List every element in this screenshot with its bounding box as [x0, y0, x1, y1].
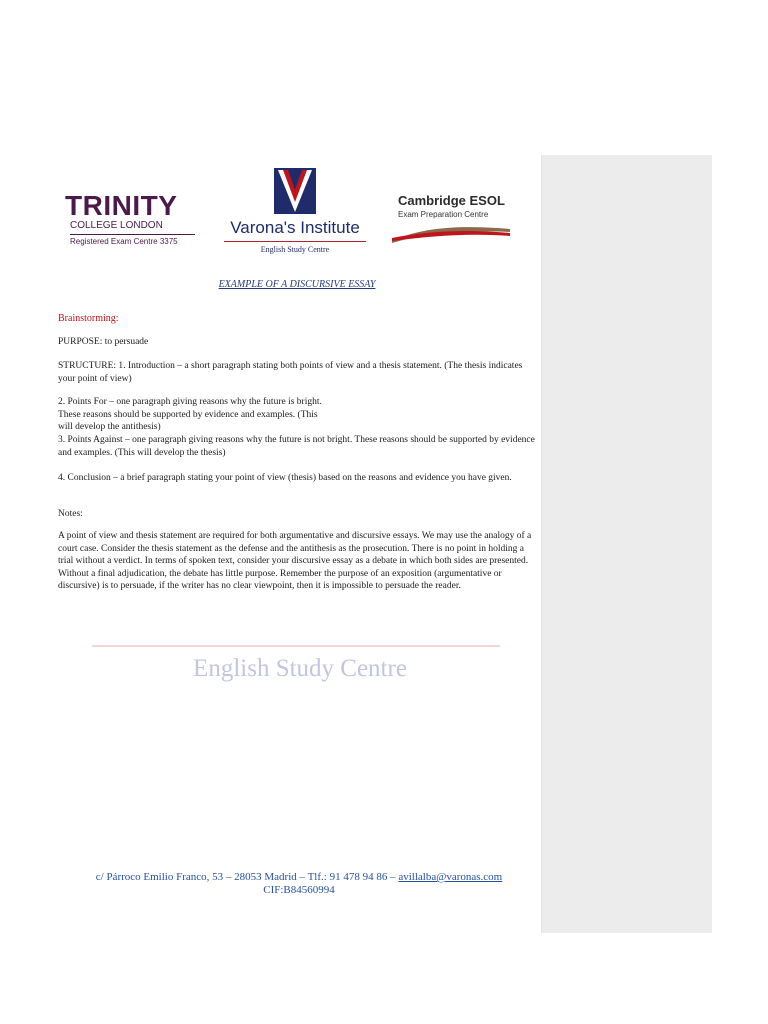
notes-paragraph: A point of view and thesis statement are required for both argumentative and discursive essays. We may use the analogy of a court case. Consider the thesis statement as the defense and the antithesis as the prosecution. There is no point in holding a trial without a verdict. In terms of spoken text, consider your discursive essay as a debate in which both sides are presented. Without a final adjudication, the debate has little purpose. Remember the purpose of an exposition (argumentative or discursive) is to persuade, if the writer has no clear viewpoint, then it is impossible to persuade the reader. — [58, 531, 532, 591]
points-for-paragraph: 2. Points For – one paragraph giving reasons why the future is bright. These reasons should be supported by evidence and examples. (This will develop the antithesis) — [58, 397, 322, 432]
cambridge-logo-name: Cambridge ESOL — [398, 193, 505, 208]
points-against-paragraph: 3. Points Against – one paragraph giving reasons why the future is not bright. These reasons should be supported by evidence and examples. (This will develop the thesis) — [58, 435, 535, 458]
trinity-logo — [65, 192, 195, 252]
varona-logo-name: Varona's Institute — [230, 218, 360, 237]
trinity-logo-sub: COLLEGE LONDON — [70, 220, 163, 231]
trinity-logo-rule — [70, 234, 195, 235]
cambridge-logo — [392, 193, 512, 248]
purpose-paragraph: PURPOSE: to persuade — [58, 337, 149, 347]
varona-shield-icon — [274, 168, 316, 214]
varona-logo — [222, 168, 368, 260]
watermark-text: English Study Centre — [193, 655, 407, 682]
notes-heading: Notes: — [58, 509, 83, 519]
brainstorming-heading: Brainstorming: — [58, 313, 119, 324]
document-title: EXAMPLE OF A DISCURSIVE ESSAY — [218, 279, 376, 290]
footer-cif: CIF:B84560994 — [263, 884, 335, 896]
cambridge-logo-sub: Exam Preparation Centre — [398, 210, 489, 219]
footer-address: c/ Párroco Emilio Franco, 53 – 28053 Madrid – Tlf.: 91 478 94 86 – — [95, 871, 399, 883]
cambridge-swoosh-icon — [392, 223, 510, 245]
varona-logo-rule — [224, 241, 366, 242]
trinity-logo-name: TRINITY — [65, 190, 178, 221]
conclusion-paragraph: 4. Conclusion – a brief paragraph stating your point of view (thesis) based on the reasons and evidence you have given. — [58, 473, 512, 483]
trinity-logo-reg: Registered Exam Centre 3375 — [70, 237, 178, 246]
footer-address-line — [60, 871, 538, 884]
comment-pane — [541, 155, 712, 933]
varona-logo-sub: English Study Centre — [260, 245, 330, 254]
footer — [60, 871, 538, 897]
watermark-rule — [92, 645, 500, 647]
footer-email-link[interactable]: avillalba@varonas.com — [398, 871, 503, 883]
structure-paragraph: STRUCTURE: 1. Introduction – a short paragraph stating both points of view and a thesis statement. (The thesis indicates your point of view) — [58, 361, 523, 384]
